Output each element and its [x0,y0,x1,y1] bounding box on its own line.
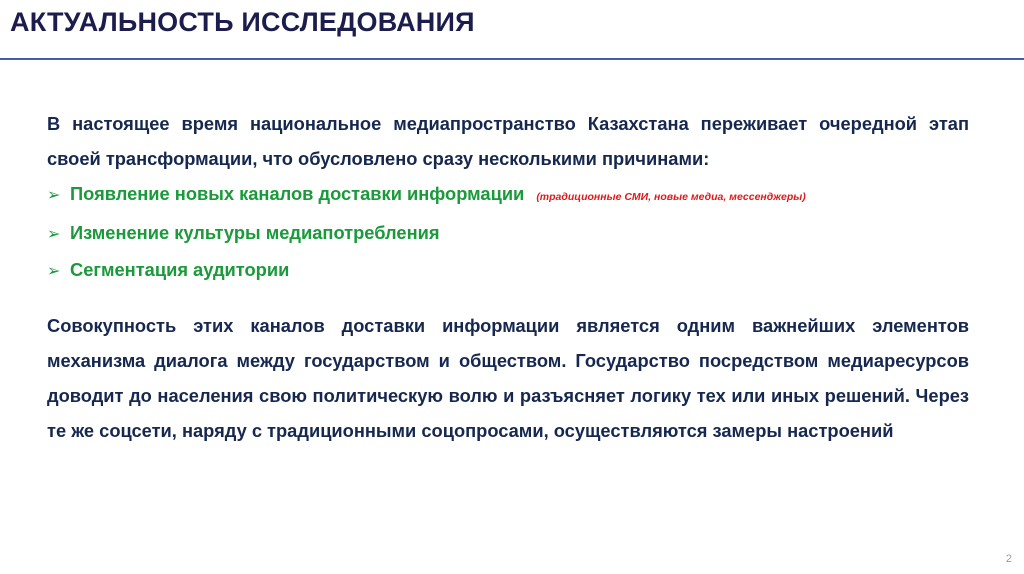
page-number: 2 [1005,553,1012,565]
bullet-text: Изменение культуры медиапотребления [70,222,440,243]
bullet-text: Появление новых каналов доставки информации [70,183,525,204]
intro-paragraph: В настоящее время национальное медиапространство Казахстана переживает очередной этап своей трансформации, что обусловлено сразу несколькими причинами: [47,113,969,169]
bullet-item-new-channels [47,176,969,215]
bullet-item-audience-segmentation [47,252,969,289]
bullet-list [47,176,969,289]
slide-content [47,106,969,448]
summary-paragraph: Совокупность этих каналов доставки информации является одним важнейших элементов механизма диалога между государством и обществом. Государство посредством медиаресурсов доводит до населения свою политическую волю и разъясняет логику тех или иных решений. Через те же соцсети, наряду с традиционными соцопросами, осуществляются замеры настроений [47,315,969,441]
title-divider [0,58,1024,60]
bullet-item-consumption-culture [47,215,969,252]
bullet-note: (традиционные СМИ, новые медиа, мессенджеры) [536,191,806,203]
arrow-bullet-icon: ➢ [47,263,61,280]
bullet-text: Сегментация аудитории [70,259,290,280]
arrow-bullet-icon: ➢ [47,187,61,204]
slide-title: АКТУАЛЬНОСТЬ ИССЛЕДОВАНИЯ [10,7,475,37]
arrow-bullet-icon: ➢ [47,226,61,243]
